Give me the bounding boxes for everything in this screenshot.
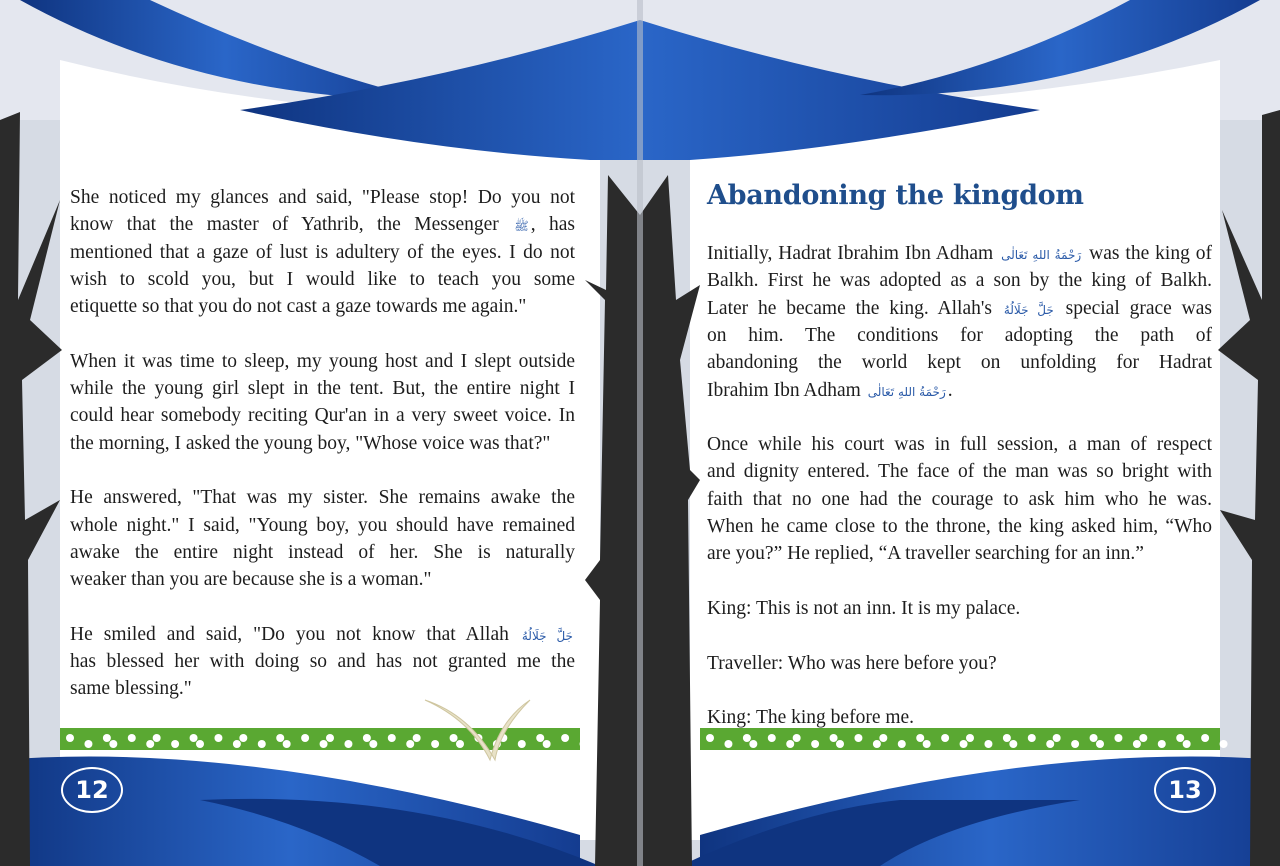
flower [109, 740, 117, 748]
text-line [70, 294, 575, 320]
arabic-honorific: جَلَّ جَلَالُهُ [521, 628, 573, 643]
flower [326, 734, 334, 742]
flower [879, 734, 887, 742]
page-number-left: 12 [61, 767, 123, 813]
flower [1053, 734, 1061, 742]
text-line [70, 567, 575, 593]
text-line [707, 241, 1212, 267]
flower [793, 734, 801, 742]
text-line [70, 267, 575, 293]
flower [580, 740, 588, 748]
arabic-honorific: ﷺ [514, 219, 529, 234]
text-line [707, 268, 1212, 294]
line-text: abandoning the world kept on unfolding for Hadrat [707, 352, 1212, 374]
flower [768, 734, 776, 742]
text-line [70, 403, 575, 429]
flower [743, 734, 751, 742]
flower [369, 740, 377, 748]
flower [450, 734, 458, 742]
line-text: King: The king before me. [707, 707, 915, 729]
flower [214, 734, 222, 742]
arabic-honorific: رَحْمَةُ اللهِ تَعَالٰى [867, 384, 946, 399]
flower [406, 740, 414, 748]
line-text: Traveller: Who was here before you? [707, 652, 997, 674]
flower [431, 740, 439, 748]
arabic-honorific: رَحْمَةُ اللهِ تَعَالٰى [1001, 248, 1082, 262]
flower [1201, 734, 1209, 742]
line-text: Balkh. First he was adopted as a son by the king of Balkh. [707, 270, 1212, 292]
text-line [707, 541, 1212, 567]
flower [1009, 740, 1017, 748]
line-text: on him. The conditions for adopting the path of [707, 324, 1212, 346]
flower [543, 740, 551, 748]
flower [1158, 740, 1166, 748]
text-line [707, 296, 1212, 322]
line-text: He smiled and said, "Do you not know that Allah [70, 623, 520, 645]
page-number-right: 13 [1154, 767, 1216, 813]
flower [706, 734, 714, 742]
line-text: the morning, I asked the young boy, "Whose voice was that?" [70, 432, 551, 454]
line-text: He answered, "That was my sister. She remains awake the [70, 487, 575, 509]
text-line [70, 185, 575, 211]
line-text: same blessing." [70, 678, 192, 700]
text-line [70, 485, 575, 511]
flower [1220, 740, 1228, 748]
text-line [707, 323, 1212, 349]
line-text: has blessed her with doing so and has not granted me the [70, 651, 575, 673]
flower [854, 734, 862, 742]
flower [724, 740, 732, 748]
flower [960, 740, 968, 748]
line-text: Once while his court was in full session, a man of respect [707, 434, 1212, 456]
flower [1028, 734, 1036, 742]
line-text: was the king of [1083, 243, 1212, 264]
flower [1139, 734, 1147, 742]
flower [363, 734, 371, 742]
flower [146, 740, 154, 748]
flower [898, 740, 906, 748]
text-line [707, 705, 1212, 731]
flower [84, 740, 92, 748]
text-line [70, 376, 575, 402]
line-text: special grace was [1055, 297, 1212, 319]
flower [190, 734, 198, 742]
flower [873, 740, 881, 748]
line-text: could hear somebody reciting Qur'an in a very sweet voice. In [70, 405, 575, 427]
flower [923, 740, 931, 748]
flower [171, 740, 179, 748]
flower [1114, 734, 1122, 742]
flower [1090, 734, 1098, 742]
flower [283, 740, 291, 748]
flower [344, 740, 352, 748]
flower [749, 740, 757, 748]
line-text: When he came close to the throne, the king asked him, “Who [707, 516, 1212, 537]
line-text: Ibrahim Ibn Adham [707, 379, 866, 401]
text-line [707, 487, 1212, 513]
line-text: King: This is not an inn. It is my palace. [707, 597, 1021, 619]
text-line [70, 240, 575, 266]
line-text: , has [530, 214, 575, 236]
flower [233, 740, 241, 748]
flower [413, 734, 421, 742]
flower [984, 740, 992, 748]
flower [456, 740, 464, 748]
flower [1133, 740, 1141, 748]
line-text: When it was time to sleep, my young host and I slept outside [70, 350, 575, 372]
flower [966, 734, 974, 742]
flower [103, 734, 111, 742]
flower [239, 734, 247, 742]
text-line [70, 649, 575, 675]
flower [258, 740, 266, 748]
text-line [707, 651, 1212, 677]
line-text: mentioned that a gaze of lust is adultery of the eyes. I do not [70, 241, 575, 263]
flower [196, 740, 204, 748]
flower [916, 734, 924, 742]
text-line [70, 431, 575, 457]
text-line [70, 622, 575, 648]
text-line [70, 540, 575, 566]
arabic-honorific: جَلَّ جَلَالُهُ [1003, 302, 1054, 317]
flower [388, 734, 396, 742]
text-line [707, 596, 1212, 622]
flower [561, 734, 569, 742]
text-line [707, 350, 1212, 376]
text-line [70, 513, 575, 539]
line-text: faith that no one had the courage to ask him who he was. [707, 488, 1212, 510]
text-line [707, 514, 1212, 540]
flower [1183, 740, 1191, 748]
flower [1046, 740, 1054, 748]
flower [1096, 740, 1104, 748]
flower [1071, 740, 1079, 748]
flower [830, 734, 838, 742]
line-text: She noticed my glances and said, "Please stop! Do you not [70, 187, 575, 208]
text-line [707, 432, 1212, 458]
text-line [70, 676, 575, 702]
flower [536, 734, 544, 742]
flower [66, 734, 74, 742]
line-text: and dignity entered. The face of the man was so bright with [707, 461, 1212, 483]
chapter-title: Abandoning the kingdom [707, 180, 1084, 211]
line-text: are you?” He replied, “A traveller searching for an inn.” [707, 543, 1144, 565]
flower [301, 734, 309, 742]
flower [153, 734, 161, 742]
line-text: know that the master of Yathrib, the Messenger [70, 214, 513, 236]
line-text: whole night." I said, "Young boy, you should have remained [70, 514, 575, 536]
text-line [707, 459, 1212, 485]
line-text: Initially, Hadrat Ibrahim Ibn Adham [707, 243, 1000, 264]
flower [276, 734, 284, 742]
flower [1176, 734, 1184, 742]
flower [811, 740, 819, 748]
flower [518, 740, 526, 748]
line-text: weaker than you are because she is a woman." [70, 569, 432, 591]
line-text: awake the entire night instead of her. She is naturally [70, 541, 575, 563]
flower [836, 740, 844, 748]
flower [320, 740, 328, 748]
line-text: Later he became the king. Allah's [707, 297, 1002, 319]
line-text: wish to scold you, but I would like to teach you some [70, 268, 575, 290]
text-line [70, 212, 575, 238]
line-text: . [947, 379, 953, 401]
flower [786, 740, 794, 748]
text-line [70, 349, 575, 375]
flower [1003, 734, 1011, 742]
line-text: etiquette so that you do not cast a gaze towards me again." [70, 296, 527, 318]
line-text: while the young girl slept in the tent. But, the entire night I [70, 378, 575, 400]
text-line [707, 378, 1212, 404]
flower [941, 734, 949, 742]
flower [128, 734, 136, 742]
